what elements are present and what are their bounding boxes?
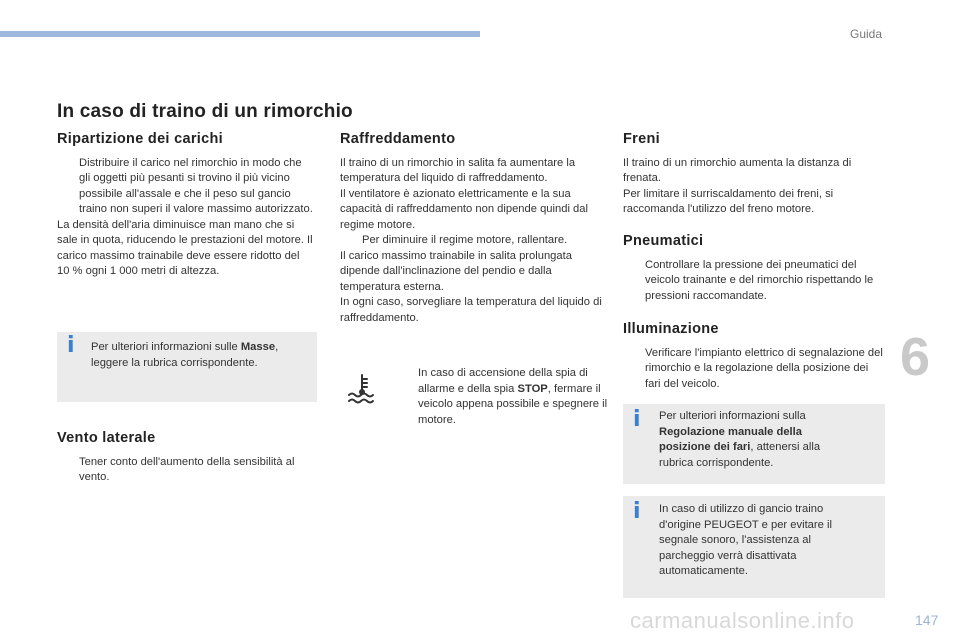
cooling-p1: Il traino di un rimorchio in salita fa aumentare la temperatura del liquido di raffreddamento. xyxy=(340,156,576,184)
info-icon: i xyxy=(67,333,75,358)
load-paragraph: La densità dell'aria diminuisce man mano che si sale in quota, riducendo le prestazioni del motore. Il carico massimo trainabile deve essere ridotto del 10 % ogni 1 000 metri di altezza. xyxy=(57,218,313,277)
lighting-heading: Illuminazione xyxy=(623,321,719,337)
info-masse-bold: Masse xyxy=(240,341,276,353)
tyres-heading: Pneumatici xyxy=(623,233,704,249)
warning-post: , fermare il veicolo appena possibile e spegnere il motore. xyxy=(418,382,608,426)
cooling-bullet-text: Per diminuire il regime motore, rallentare. xyxy=(362,234,568,246)
cooling-p2: Il ventilatore è azionato elettricamente e la sua capacità di raffreddamento non dipende quindi dal regime motore. xyxy=(340,187,588,231)
info-headlamp-text xyxy=(659,409,849,471)
brakes-heading: Freni xyxy=(623,131,660,147)
info-masse-pre: Per ulteriori informazioni sulle xyxy=(91,341,241,353)
lighting-section xyxy=(623,322,885,392)
page-number: 147 xyxy=(915,612,939,628)
info-masse-post: , leggere la rubrica corrispondente. xyxy=(91,341,279,369)
info-masse-text xyxy=(91,340,306,371)
load-bullet-text: Distribuire il carico nel rimorchio in modo che gli oggetti più pesanti si trovino il più vicino possibile all'assale e che il peso sul gancio traino non superi il valore massimo autorizzato. xyxy=(79,156,313,215)
watermark: carmanualsonline.info xyxy=(630,608,855,633)
cooling-p4: In ogni caso, sorvegliare la temperatura del liquido di raffreddamento. xyxy=(340,296,602,324)
tyres-bullet-text: Controllare la pressione dei pneumatici del veicolo trainante e del rimorchio rispettando le pressioni raccomandate. xyxy=(645,258,874,302)
cooling-bullet xyxy=(340,233,602,249)
lighting-bullet xyxy=(623,346,885,393)
wind-bullet-text: Tener conto dell'aumento della sensibilità al vento. xyxy=(79,455,295,483)
brakes-p2: Per limitare il surriscaldamento dei freni, si raccomanda l'utilizzo del freno motore. xyxy=(623,187,834,215)
brakes-p1: Il traino di un rimorchio aumenta la distanza di frenata. xyxy=(623,156,852,184)
wind-heading: Vento laterale xyxy=(57,430,156,446)
info-towbar-text: In caso di utilizzo di gancio traino d'origine PEUGEOT e per evitare il segnale sonoro, l'assistenza al parcheggio verrà disattivata automaticamente. xyxy=(659,503,832,577)
info-headlamp-bold: Regolazione manuale della posizione dei fari xyxy=(659,425,802,453)
page-title: In caso di traino di un rimorchio xyxy=(57,101,353,122)
warning-bold: STOP xyxy=(517,382,548,395)
info-headlamp-pre: Per ulteriori informazioni sulla xyxy=(659,410,806,422)
wind-bullet xyxy=(57,455,315,486)
info-icon: i xyxy=(633,407,641,432)
wind-section xyxy=(57,431,315,486)
info-box-headlamp xyxy=(623,404,885,484)
section-label: Guida xyxy=(850,27,883,41)
cooling-p3: Il carico massimo trainabile in salita prolungata dipende dall'inclinazione del pendio e dalla temperatura esterna. xyxy=(340,249,572,293)
info-box-towbar xyxy=(623,496,885,598)
warning-pre: In caso di accensione della spia di allarme e della spia xyxy=(418,367,588,395)
load-bullet xyxy=(57,156,315,218)
header-accent-bar xyxy=(0,31,480,37)
column-left xyxy=(57,132,315,280)
warning-text xyxy=(396,366,623,428)
info-headlamp-post: , attenersi alla rubrica corrispondente. xyxy=(659,441,821,469)
chapter-number: 6 xyxy=(900,327,931,387)
tyres-section xyxy=(623,234,885,304)
load-heading: Ripartizione dei carichi xyxy=(57,131,223,147)
column-middle xyxy=(340,132,602,326)
coolant-temperature-icon xyxy=(344,371,380,412)
cooling-heading: Raffreddamento xyxy=(340,131,456,147)
tyres-bullet xyxy=(623,258,885,305)
info-icon: i xyxy=(633,499,641,524)
info-box-masse xyxy=(57,332,317,402)
brakes-section xyxy=(623,132,885,218)
lighting-bullet-text: Verificare l'impianto elettrico di segnalazione del rimorchio e la regolazione della posizione dei fari del veicolo. xyxy=(645,346,883,390)
